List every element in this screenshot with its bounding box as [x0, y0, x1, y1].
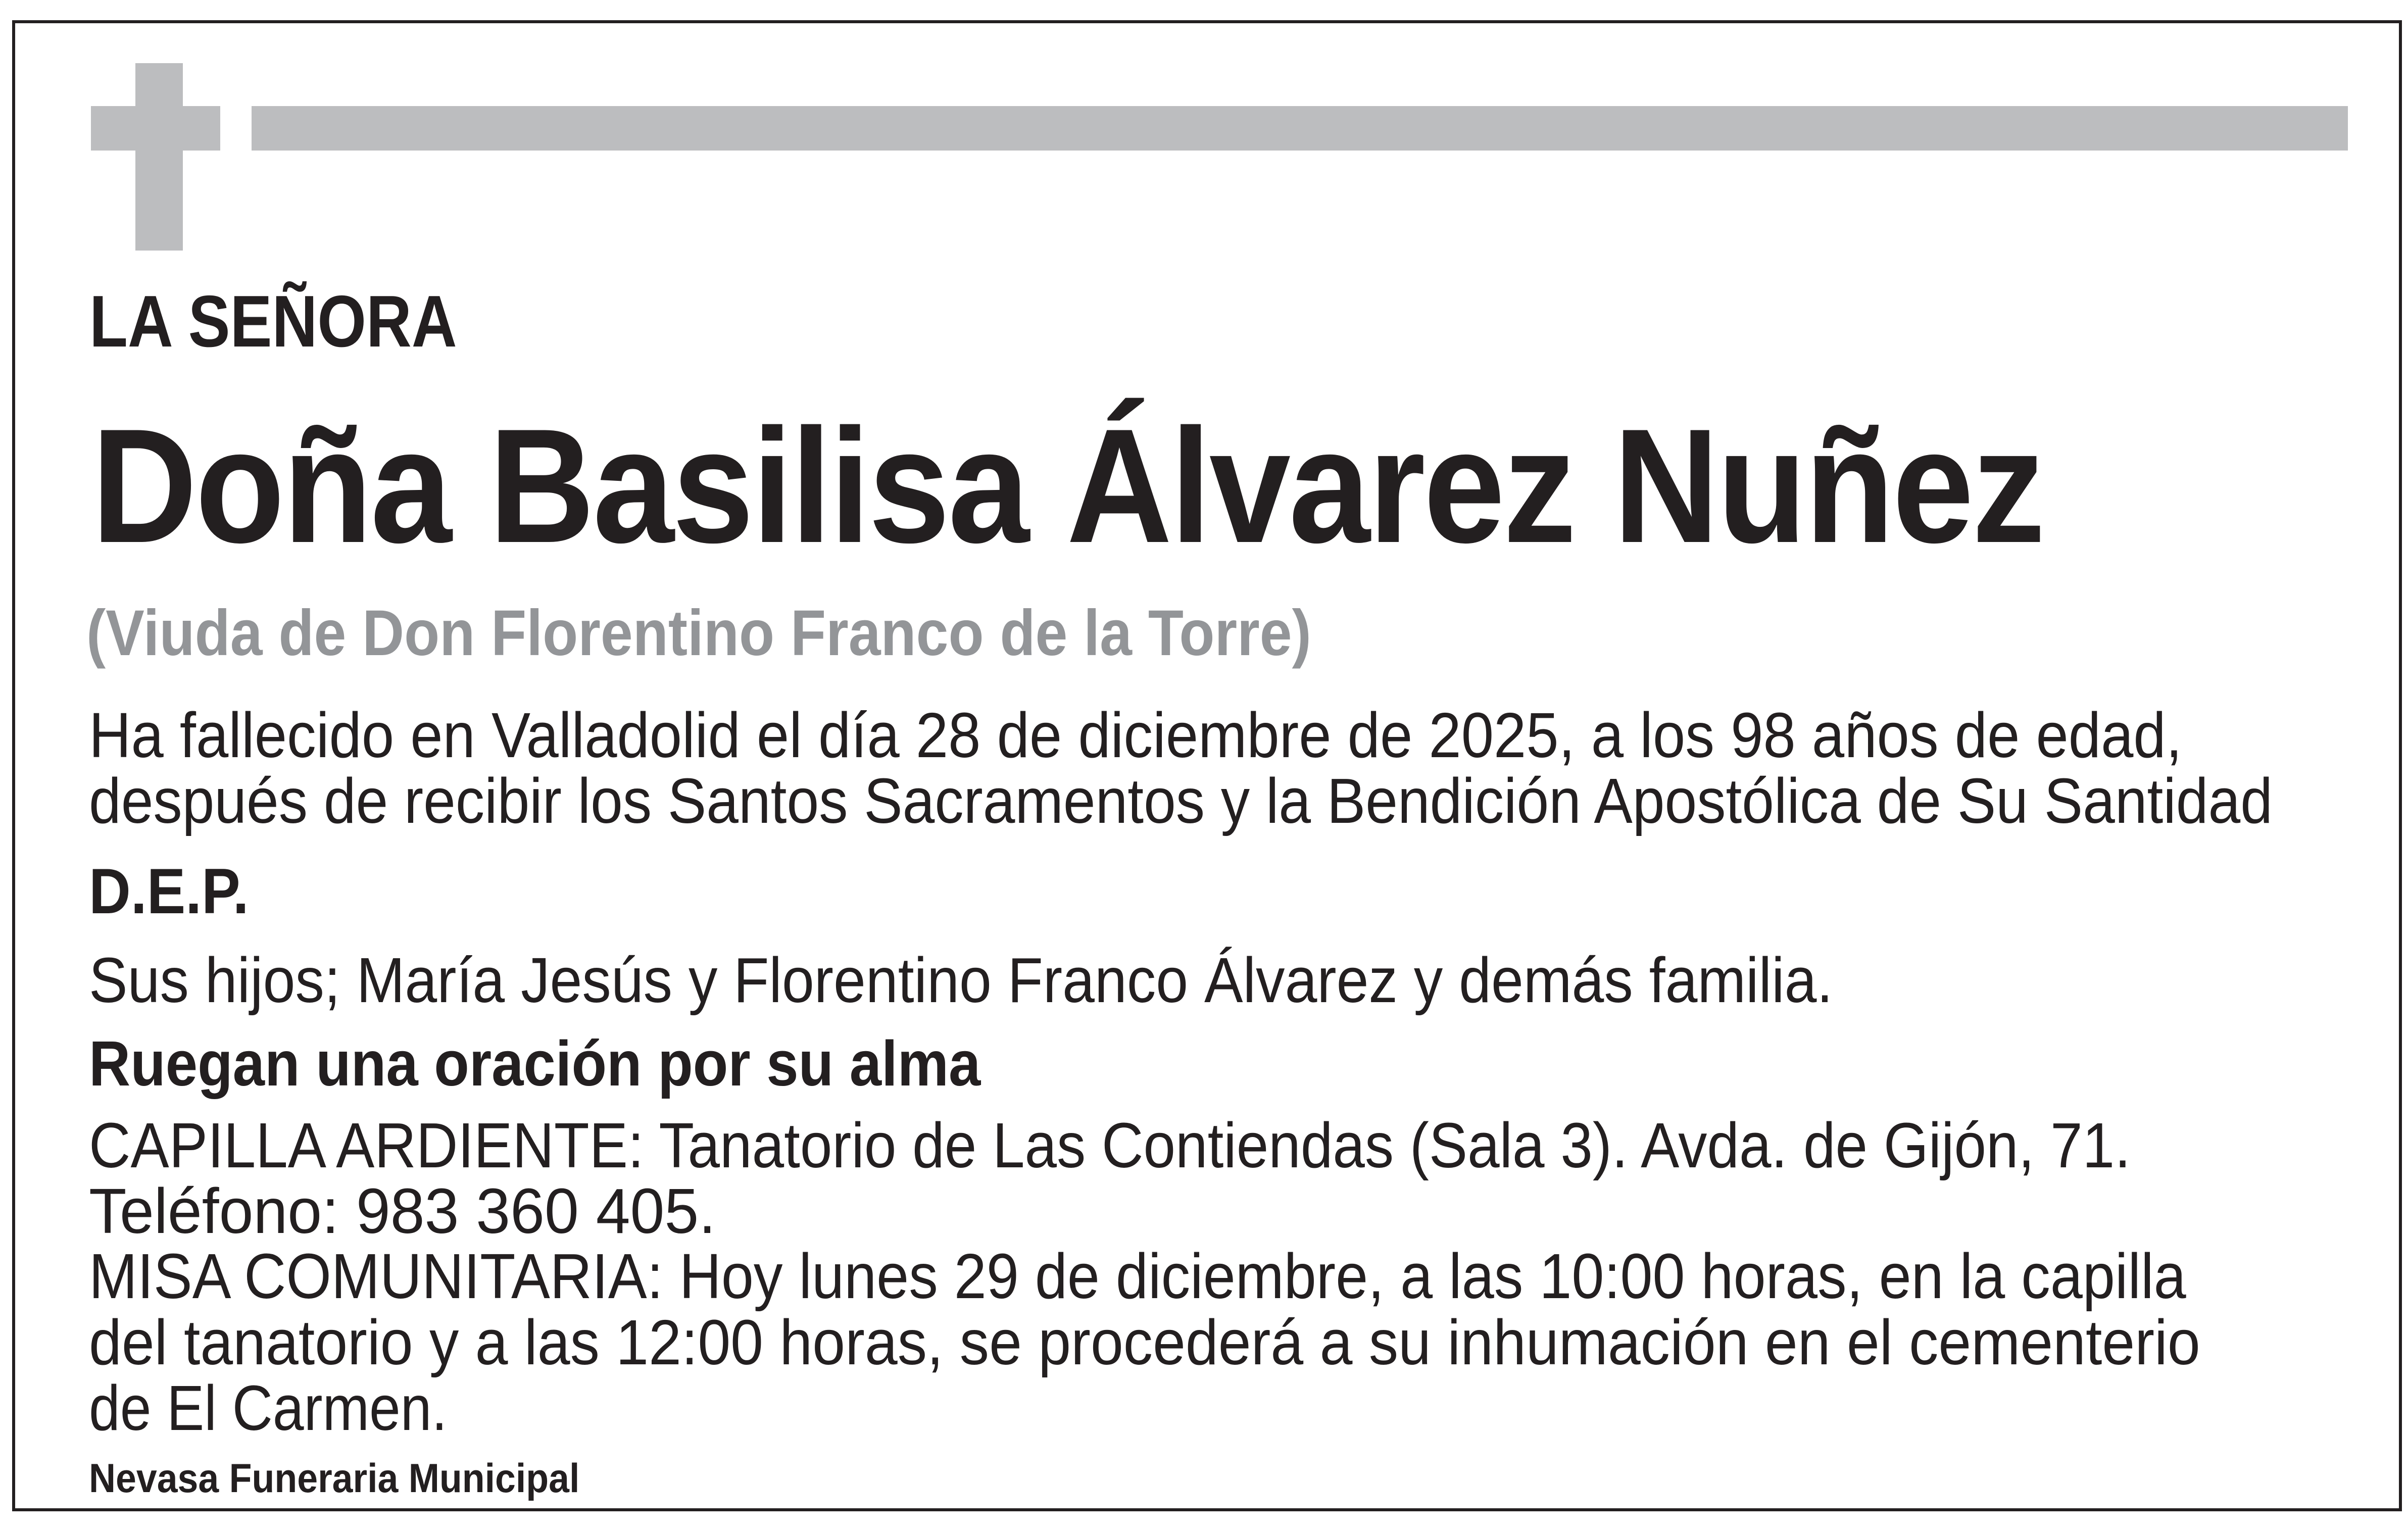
family-line: Sus hijos; María Jesús y Florentino Franco Álvarez y demás familia. [89, 945, 1833, 1016]
widow-subtitle: (Viuda de Don Florentino Franco de la Torre) [86, 597, 1311, 669]
prayer-request: Ruegan una oración por su alma [89, 1028, 981, 1099]
funeral-home-credit: Nevasa Funeraria Municipal [89, 1456, 580, 1501]
details-line: de El Carmen. [89, 1372, 448, 1444]
header-divider-bar [252, 106, 2348, 151]
announcement-line: después de recibir los Santos Sacramentos y la Bendición Apostólica de Su Santidad [89, 765, 2273, 836]
details-line: MISA COMUNITARIA: Hoy lunes 29 de diciembre, a las 10:00 horas, en la capilla [89, 1241, 2186, 1312]
announcement-line: Ha fallecido en Valladolid el día 28 de diciembre de 2025, a los 98 años de edad, [89, 700, 2182, 771]
details-line: CAPILLA ARDIENTE: Tanatorio de Las Contiendas (Sala 3). Avda. de Gijón, 71. [89, 1110, 2131, 1181]
rip-label: D.E.P. [89, 855, 249, 927]
cross-horizontal-beam [91, 106, 220, 151]
honorific-label: LA SEÑORA [89, 280, 457, 362]
cross-vertical-beam [135, 63, 183, 251]
details-line: Teléfono: 983 360 405. [89, 1175, 716, 1247]
deceased-name: Doña Basilisa Álvarez Nuñez [91, 396, 2044, 577]
details-line: del tanatorio y a las 12:00 horas, se procederá a su inhumación en el cementerio [89, 1307, 2200, 1378]
